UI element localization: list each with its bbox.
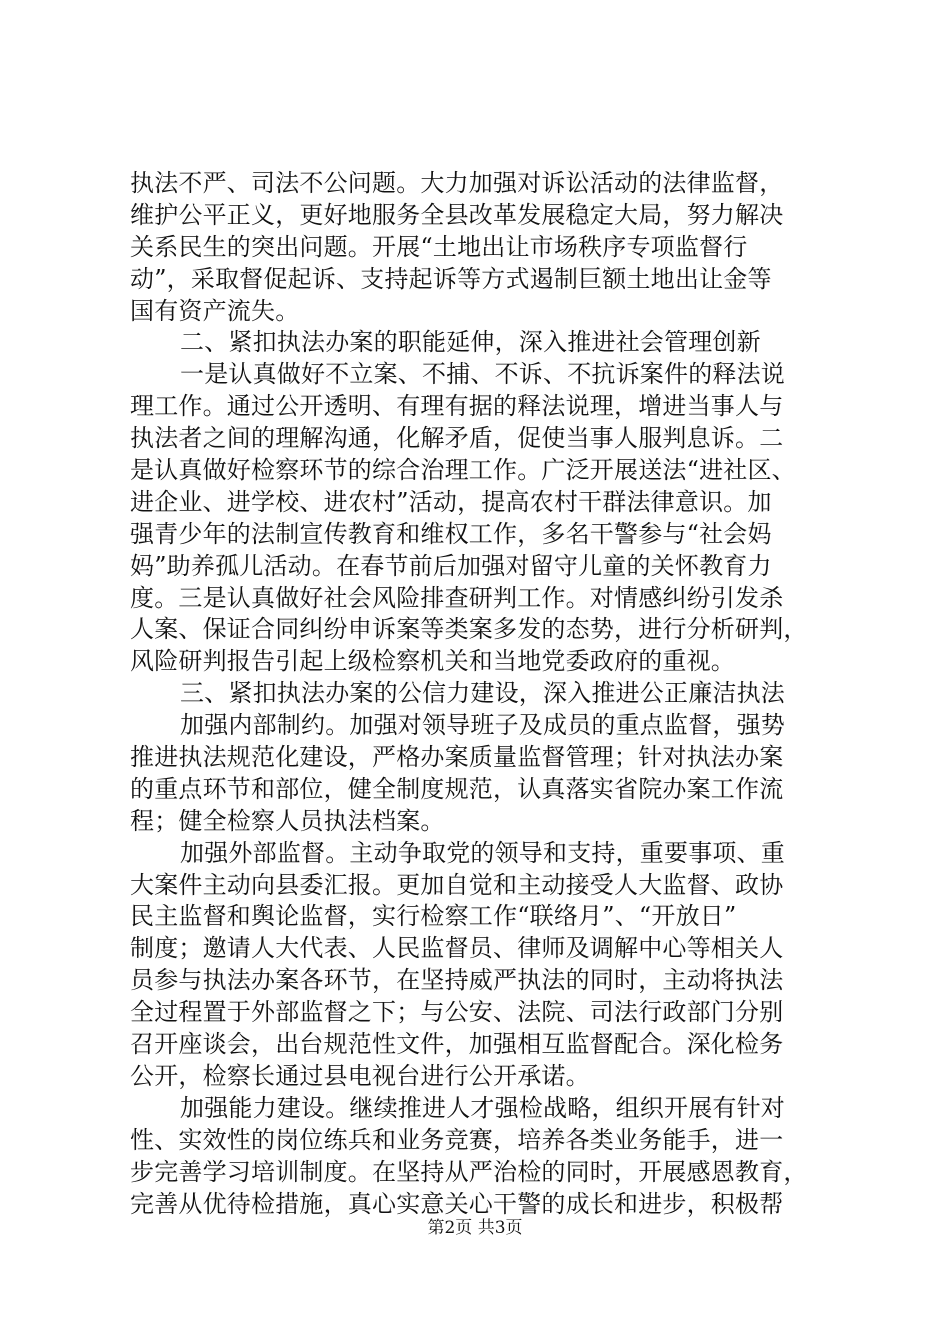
text-line: 员参与执法办案各环节，在坚持威严执法的同时，主动将执法 [130, 966, 784, 995]
text-line: 执法者之间的理解沟通，化解矛盾，促使当事人服判息诉。二 [130, 424, 784, 453]
text-line: 进企业、进学校、进农村”活动，提高农村干群法律意识。加 [130, 487, 772, 516]
text-line: 维护公平正义，更好地服务全县改革发展稳定大局，努力解决 [130, 200, 784, 229]
text-line: 执法不严、司法不公问题。大力加强对诉讼活动的法律监督， [130, 169, 784, 197]
text-line: 推进执法规范化建设，严格办案质量监督管理；针对执法办案 [130, 743, 784, 772]
text-line: 完善从优待检措施，真心实意关心干警的成长和进步，积极帮 [130, 1189, 784, 1218]
text-line: 度。三是认真做好社会风险排查研判工作。对情感纠纷引发杀 [130, 583, 784, 612]
text-line: 是认真做好检察环节的综合治理工作。广泛开展送法“进社区、 [130, 456, 796, 485]
text-line: 三、紧扣执法办案的公信力建设，深入推进公正廉洁执法 [180, 679, 785, 708]
text-line: 制度；邀请人大代表、人民监督员、律师及调解中心等相关人 [130, 934, 784, 963]
text-line: 国有资产流失。 [130, 296, 300, 325]
text-line: 妈”助养孤儿活动。在春节前后加强对留守儿童的关怀教育力 [130, 551, 772, 580]
text-line: 一是认真做好不立案、不捕、不诉、不抗诉案件的释法说 [180, 360, 785, 389]
text-line: 公开，检察长通过县电视台进行公开承诺。 [130, 1061, 590, 1090]
text-line: 民主监督和舆论监督，实行检察工作“联络月”、“开放日” [130, 902, 737, 931]
text-line: 程；健全检察人员执法档案。 [130, 806, 445, 835]
text-line: 步完善学习培训制度。在坚持从严治检的同时，开展感恩教育， [130, 1157, 808, 1186]
body-text [130, 168, 832, 1220]
text-line: 二、紧扣执法办案的职能延伸，深入推进社会管理创新 [180, 328, 761, 357]
text-line: 动”，采取督促起诉、支持起诉等方式遏制巨额土地出让金等 [130, 264, 772, 293]
text-line: 全过程置于外部监督之下；与公安、法院、司法行政部门分别 [130, 998, 784, 1027]
text-line: 风险研判报告引起上级检察机关和当地党委政府的重视。 [130, 647, 735, 676]
text-line: 人案、保证合同纠纷申诉案等类案多发的态势，进行分析研判， [130, 615, 808, 644]
text-line: 性、实效性的岗位练兵和业务竞赛，培养各类业务能手，进一 [130, 1125, 784, 1154]
text-line: 召开座谈会，出台规范性文件，加强相互监督配合。深化检务 [130, 1030, 784, 1059]
text-line: 强青少年的法制宣传教育和维权工作，多名干警参与“社会妈 [130, 519, 772, 548]
text-line: 加强能力建设。继续推进人才强检战略，组织开展有针对 [180, 1093, 785, 1122]
text-line: 大案件主动向县委汇报。更加自觉和主动接受人大监督、政协 [130, 870, 784, 899]
text-line: 加强内部制约。加强对领导班子及成员的重点监督，强势 [180, 711, 785, 740]
page-footer: 第2页 共3页 [427, 1218, 523, 1238]
text-line: 的重点环节和部位，健全制度规范，认真落实省院办案工作流 [130, 774, 784, 803]
text-line: 加强外部监督。主动争取党的领导和支持，重要事项、重 [180, 838, 785, 867]
text-line: 理工作。通过公开透明、有理有据的释法说理，增进当事人与 [130, 392, 784, 421]
text-line: 关系民生的突出问题。开展“土地出让市场秩序专项监督行 [130, 232, 748, 261]
